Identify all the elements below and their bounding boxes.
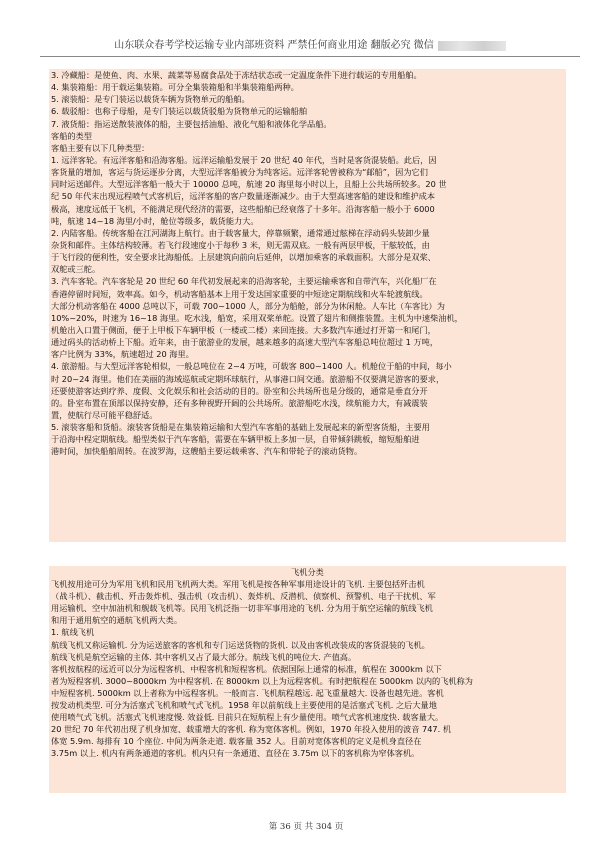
text-line: 用运输机、空中加油机和舰载飞机等。民用飞机泛指一切非军事用途的飞机. 分为用于航空运输的航线飞机 bbox=[51, 603, 433, 614]
text-line: 体宽 5.9m. 每排有 10 个座位. 中间为两条走道. 载客量 352 人。目前对宽体客机的定义是机身直径在 bbox=[51, 736, 422, 747]
page-number: 第 36 页 共 304 页 bbox=[268, 822, 344, 832]
text-line: 时 20~24 海里。他们在美丽的海域巡航或定期环球航行，从事港口间交通。旅游船不仅要满足游客的要求， bbox=[51, 373, 445, 384]
text-line: 航线飞机又称运输机. 分为运送旅客的客机和专门运送货物的货机. 以及由客机改装成的客货混装的飞机。 bbox=[51, 639, 430, 650]
text-line: 1. 航线飞机 bbox=[51, 627, 95, 638]
text-line: 香港停留时间短，效率高。如今，机动客船基本上用于发达国家重要的中短途定期航线和火车轮渡航线。 bbox=[51, 288, 428, 299]
text-line: 1. 远洋客轮。有远洋客船和沿海客船。远洋运输船发展于 20 世纪 40 年代，当时是客货混装船。此后，因 bbox=[51, 154, 437, 165]
text-line: 客户比例为 33%，航速超过 20 海里。 bbox=[51, 349, 194, 360]
text-line: （战斗机）、截击机、歼击轰炸机、强击机（攻击机）、轰炸机、反潜机、侦察机、预警机、电子干扰机、军 bbox=[51, 591, 436, 602]
text-line: 杂货和邮件。主体结构较薄。若飞行段速度小于每秒 3 米，则无需双底。一般有两层甲板，干舷较低，由 bbox=[51, 239, 430, 250]
text-line: 中短程客机. 5000km 以上者称为中远程客机。一般而言. 飞机航程越远. 起飞重量越大. 设备也越先进。客机 bbox=[51, 687, 444, 698]
text-line: 2. 内陆客船。传统客船在江河湖海上航行。由于载客量大，停靠频繁，通常通过舷梯在浮动码头装卸少量 bbox=[51, 227, 430, 238]
text-line: 3. 冷藏船：是使鱼、肉、水果、蔬菜等易腐食品处于冻结状态或一定温度条件下进行载运的专用船舶。 bbox=[51, 70, 422, 80]
text-line: 客船的类型 bbox=[51, 130, 92, 141]
text-line: 客船主要有以下几种类型： bbox=[51, 142, 150, 153]
redacted-contact bbox=[438, 41, 506, 51]
text-line: 吨，航速 14~18 海里/小时，舱位等级多，载货能力大。 bbox=[51, 215, 259, 226]
text-line: 飞机按用途可分为军用飞机和民用飞机两大类。军用飞机是按各种军事用途设计的飞机. 主要包括歼击机 bbox=[51, 579, 425, 590]
text-line: 的。卧室布置在顶部以保持安静，还有多种视野开阔的公共场所。旅游船吃水浅，续航能力大，有减震装 bbox=[51, 397, 428, 408]
text-line: 客机按航程的远近可以分为远程客机、中程客机和短程客机。依据国际上通常的标准，航程在 3000km 以下 bbox=[51, 663, 442, 674]
text-line: 3. 汽车客轮。汽车客轮是 20 世纪 60 年代初发展起来的沿海客轮，主要运输乘客和自带汽车，兴化船厂在 bbox=[51, 276, 437, 287]
text-line: 客货量的增加，客运与货运逐步分离，大型远洋客船被分为纯客运。远洋客轮曾被称为“邮船”，因为它们 bbox=[51, 167, 428, 178]
text-line: 5. 滚装客船和货船。滚装客货船是在集装箱运输和大型汽车客船的基础上发展起来的新型客货船，主要用 bbox=[51, 422, 430, 433]
text-line: 置，使航行尽可能平稳舒适。 bbox=[51, 409, 158, 420]
text-line: 于飞行段的便利性，安全要求比海船低。上层建筑向前向后延伸，以增加乘客的承载面积。大部分是双桨、 bbox=[51, 252, 436, 263]
text-line: 按发动机类型. 可分为活塞式飞机和喷气式飞机。1958 年以前航线上主要使用的是活塞式飞机. 之后大量地 bbox=[51, 700, 437, 711]
text-line: 3.75m 以上. 机内有两条通道的客机。机内只有一条通道、直径在 3.75m 以下的客机称为窄体客机。 bbox=[51, 748, 420, 759]
text-line: 6. 载驳船：也称子母船，是专门装运以载货驳船为货物单元的运输船舶 bbox=[51, 106, 308, 117]
text-line: 于沿海中程定期航线。船型类似于汽车客船，需要在车辆甲板上多加一层，自带倾斜跳板，缩短船舶进 bbox=[51, 434, 420, 445]
text-line: 纪 50 年代末出现远程喷气式客机后，远洋客船的客户数量逐渐减少。由于大型高速客船的建设和维护成本 bbox=[51, 191, 436, 202]
text-line: 极高，速度远低于飞机，不能满足现代经济的需要，这些船舶已经衰落了十多年。沿海客船一般小于 6000 bbox=[51, 203, 435, 214]
text-line: 7. 液货船：指运送散装液体的船，主要包括油船、液化气船和液体化学品船。 bbox=[51, 118, 332, 129]
text-line: 航线飞机是航空运输的主体. 其中客机又占了最大部分。航线飞机的吨位大. 产值高。 bbox=[51, 651, 357, 662]
text-line: 者为短程客机. 3000~8000km 为中程客机. 在 8000km 以上为远程客机。有时把航程在 5000km 以内的飞机称为 bbox=[51, 675, 473, 686]
header-text: 山东联众春考学校运输专业内部班资料 严禁任何商业用途 翻版必究 微信 bbox=[114, 40, 434, 51]
text-line: 4. 旅游船。与大型远洋客轮相似，一般总吨位在 2~4 万吨，可载客 800~1400 人。机舱位于船的中间，每小 bbox=[51, 361, 452, 372]
text-line: 5. 滚装船：是专门装运以载货车辆为货物单元的船舶。 bbox=[51, 94, 250, 105]
text-line: 机舱出入口置于侧面，便于上甲板下车辆甲板（一楼或二楼）来回连接。大多数汽车通过打开第一和尾门， bbox=[51, 324, 436, 335]
text-line: 大部分机动客船在 4000 总吨以下，可载 700~1000 人，部分为船舱，部分为休闲舱。人车比（车客比）为 bbox=[51, 300, 445, 311]
section-title: 飞机分类 bbox=[291, 567, 324, 577]
aircraft-classification-section bbox=[49, 566, 566, 793]
ship-types-section bbox=[49, 69, 566, 542]
page-header bbox=[40, 38, 580, 57]
text-line: 双舵或三舵。 bbox=[51, 264, 101, 275]
text-line: 通过码头的活动桥上下船。近年来，由于旅游业的发展，越来越多的高速大型汽车客船总吨位超过 1 万吨， bbox=[51, 337, 439, 348]
text-line: 同时运送邮件。大型远洋客船一般大于 10000 总吨，航速 20 海里每小时以上，且船上公共场所较多。20 世 bbox=[51, 179, 447, 190]
text-line: 10%~20%，时速为 16~18 海里。吃水浅，船宽，采用双桨单舵。设置了翅片和侧推装置。主机为中速柴油机， bbox=[51, 312, 463, 323]
text-line: 还要使游客达到疗养、度假、文化娱乐和社会活动的目的。卧室和公共场所也是分级的，通常是垂直分开 bbox=[51, 385, 428, 396]
text-line: 使用喷气式飞机。活塞式飞机速度慢. 效益低. 目前只在短航程上有少量使用。喷气式客机速度快. 载客量大。 bbox=[51, 712, 444, 723]
text-line: 20 世纪 70 年代初出现了机身加宽、载重增大的客机. 称为宽体客机。例如，1970 年投入使用的波音 747. 机 bbox=[51, 724, 452, 735]
text-line: 港时间，加快船舶周转。在波罗海，这艘船主要运载乘客、汽车和带轮子的滚动货物。 bbox=[51, 446, 363, 457]
text-line: 和用于通用航空的通航飞机两大类。 bbox=[51, 615, 183, 626]
text-line: 4. 集装箱船：用于载运集装箱。可分全集装箱船和半集装箱船两种。 bbox=[51, 82, 299, 93]
